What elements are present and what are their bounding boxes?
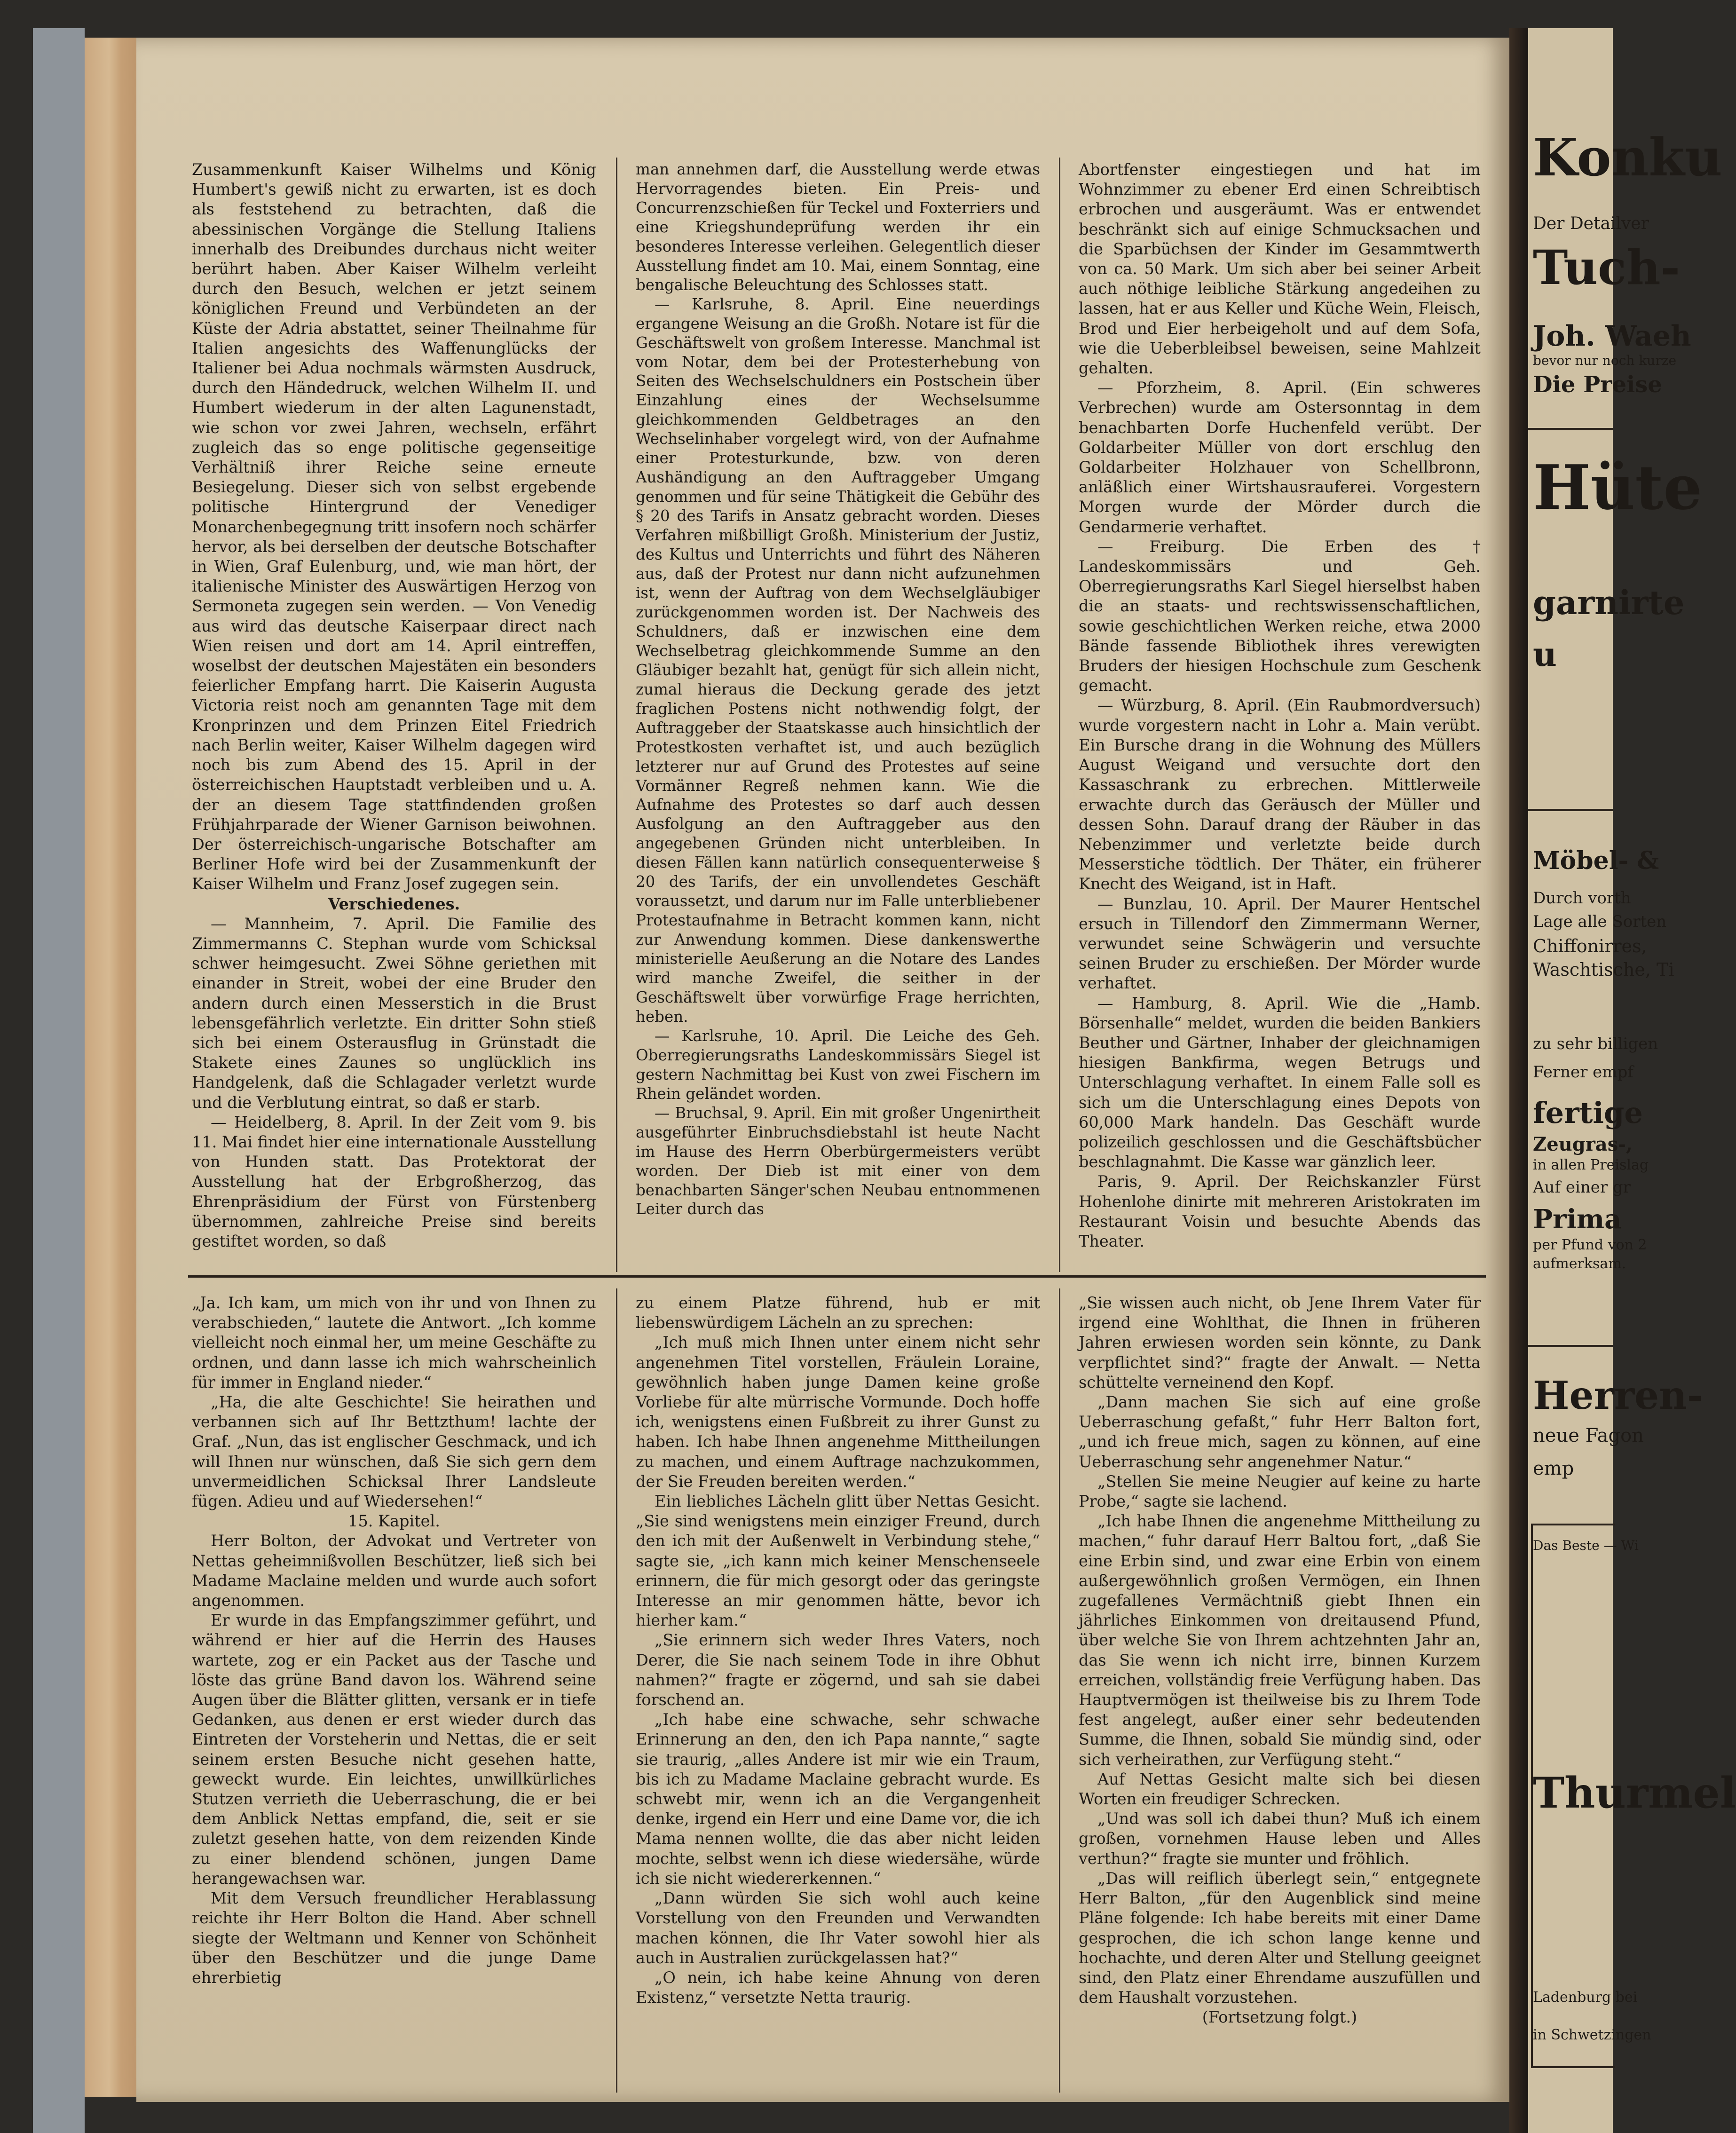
ad-text-fragment: Das Beste — Wi xyxy=(1533,1538,1639,1553)
ad-text-fragment: Zeugras-, xyxy=(1533,1133,1633,1155)
ad-text-fragment: Thurmel xyxy=(1533,1768,1736,1818)
article-paragraph: Herr Bolton, der Advokat und Vertreter von Nettas geheimnißvollen Beschützer, ließ sich bei Madame Maclaine melden und wurde auch sofort angenommen. xyxy=(192,1532,596,1610)
article-paragraph: „Ha, die alte Geschichte! Sie heirathen und verbannen sich auf Ihr Bettzthum! lachte der Graf. „Nun, das ist englischer Geschmack, und ich will Ihnen nur wünschen, daß Sie sich gern dem unvermeidlichen Schicksal Ihrer Landsleute fügen. Adieu und auf Wiedersehen!“ xyxy=(192,1393,596,1511)
ad-text-fragment: emp xyxy=(1533,1458,1574,1479)
ad-text-fragment: in allen Preislag xyxy=(1533,1157,1649,1173)
article-paragraph: „Sie wissen auch nicht, ob Jene Ihrem Vater für irgend eine Wohlthat, die Ihnen in früheren Jahren erwiesen worden sein könnte, zu Dank verpflichtet sind?“ fragte der Anwalt. — Netta schüttelte verneinend den Kopf. xyxy=(1079,1294,1481,1391)
article-paragraph: — Bruchsal, 9. April. Ein mit großer Ungenirtheit ausgeführter Einbruchsdiebstahl ist heute Nacht im Hause des Herrn Oberbürgermeisters verübt worden. Der Dieb ist mit einer von dem benachbarten Sänger'schen Neubau entnommenen Leiter durch das xyxy=(636,1104,1040,1218)
article-paragraph: „Und was soll ich dabei thun? Muß ich einem großen, vornehmen Hause leben und Alles verthun?“ fragte sie munter und fröhlich. xyxy=(1079,1809,1481,1868)
ad-text-fragment: Lage alle Sorten xyxy=(1533,912,1667,931)
ad-text-fragment: Ladenburg bei xyxy=(1533,1989,1638,2006)
column-divider xyxy=(1059,158,1060,1272)
article-paragraph: „Ich habe Ihnen die angenehme Mittheilung zu machen,“ fuhr darauf Herr Baltou fort, „daß Sie eine Erbin sind, und zwar eine Erbin von einem außergewöhnlich großen Vermögen, ein Ihnen zugefallenes Vermächtniß giebt Ihnen ein jährliches Einkommen von dreitausend Pfund, über welche Sie von Ihrem achtzehnten Jahr an, das Sie wenn ich nicht irre, binnen Kurzem erreichen, vollständig freie Verfügung haben. Das Hauptvermögen ist theilweise bis zu Ihrem Tode fest angelegt, außer einer sehr bedeutenden Summe, die Ihnen, sobald Sie mündig sind, oder sich verheirathen, zur Verfügung steht.“ xyxy=(1079,1512,1481,1769)
article-paragraph: Er wurde in das Empfangszimmer geführt, und während er hier auf die Herrin des Hauses wartete, zog er ein Packet aus der Tasche und löste das grüne Band davon los. Während seine Augen über die Blätter glitten, versank er in tiefe Gedanken, aus denen er erst wieder durch das Eintreten der Vorsteherin und Nettas, die er seit seinem ersten Besuche nicht gesehen hatte, geweckt wurde. Ein leichtes, unwillkürliches Stutzen verrieth die Ueberraschung, die er bei dem Anblick Nettas empfand, die, seit er sie zuletzt gesehen hatte, von dem reizenden Kinde zu einer blendend schönen, jungen Dame herangewachsen war. xyxy=(192,1611,596,1888)
ad-text-fragment: zu sehr billigen xyxy=(1533,1035,1658,1053)
ad-text-fragment: Tuch- xyxy=(1533,240,1681,295)
article-paragraph: Paris, 9. April. Der Reichskanzler Fürst Hohenlohe dinirte mit mehreren Aristokraten im Restaurant Voisin und besuchte Abends das Theater. xyxy=(1079,1172,1481,1250)
article-paragraph: man annehmen darf, die Ausstellung werde etwas Hervorragendes bieten. Ein Preis- und Concurrenzschießen für Teckel und Foxterriers und eine Kriegshundeprüfung werden ihr ein besonderes Interesse verleihen. Gelegentlich dieser Ausstellung findet am 10. Mai, einem Sonntag, eine bengalische Beleuchtung des Schlosses statt. xyxy=(636,160,1040,294)
column-divider xyxy=(1059,1288,1060,2093)
ad-text-fragment: garnirte xyxy=(1533,583,1685,622)
column-4 xyxy=(192,1293,596,2093)
binder-strip xyxy=(33,28,85,2133)
article-paragraph: — Würzburg, 8. April. (Ein Raubmordversuch) wurde vorgestern nacht in Lohr a. Main verübt. Ein Bursche drang in die Wohnung des Müllers August Weigand und versuchte dort den Kassaschrank zu erbrechen. Mittlerweile erwachte durch das Geräusch der Müller und dessen Sohn. Darauf drang der Räuber in das Nebenzimmer und verletzte beide durch Messerstiche tödtlich. Der Thäter, ein früherer Knecht des Weigand, ist in Haft. xyxy=(1079,696,1481,893)
article-paragraph: „O nein, ich habe keine Ahnung von deren Existenz,“ versetzte Netta traurig. xyxy=(636,1968,1040,2007)
article-paragraph: „Stellen Sie meine Neugier auf keine zu harte Probe,“ sagte sie lachend. xyxy=(1079,1472,1481,1511)
article-paragraph: „Dann würden Sie sich wohl auch keine Vorstellung von den Freunden und Verwandten machen können, die Ihr Vater sowohl hier als auch in Australien zurückgelassen hat?“ xyxy=(636,1889,1040,1967)
ad-rule xyxy=(1528,1345,1613,1347)
article-paragraph: — Hamburg, 8. April. Wie die „Hamb. Börsenhalle“ meldet, wurden die beiden Bankiers Beuther und Gärtner, Inhaber der gleichnamigen hiesigen Bankfirma, wegen Betrugs und Unterschlagung verhaftet. In einem Falle soll es sich um die Unterschlagung eines Depots von 60,000 Mark handeln. Das Geschäft wurde polizeilich geschlossen und die Geschäftsbücher beschlagnahmt. Die Kasse war gänzlich leer. xyxy=(1079,994,1481,1171)
newspaper-page xyxy=(136,38,1509,2102)
ad-text-fragment: in Schwetzingen xyxy=(1533,2027,1651,2043)
article-paragraph: „Das will reiflich überlegt sein,“ entgegnete Herr Balton, „für den Augenblick sind meine Pläne folgende: Ich habe bereits mit einer Dame gesprochen, die ich schon lange kenne und hochachte, und deren Alter und Stellung geeignet sind, den Platz einer Ehrendame auszufüllen und dem Haushalt vorzustehen. xyxy=(1079,1869,1481,2007)
article-paragraph: Abortfenster eingestiegen und hat im Wohnzimmer zu ebener Erd einen Schreibtisch erbrochen und ausgeräumt. Was er entwendet beschränkt sich auf einige Schmucksachen und die Sparbüchsen der Kinder im Gesammtwerth von ca. 50 Mark. Um sich aber bei seiner Arbeit auch nöthige leibliche Stärkung angedeihen zu lassen, hat er aus Keller und Küche Wein, Fleisch, Brod und Eier herbeigeholt und auf dem Sofa, wie die Ueberbleibsel beweisen, seine Mahlzeit gehalten. xyxy=(1079,160,1481,378)
column-divider xyxy=(616,158,617,1272)
ad-text-fragment: u xyxy=(1533,635,1557,674)
ad-rule xyxy=(1528,428,1613,430)
article-paragraph: zu einem Platze führend, hub er mit liebenswürdigem Lächeln an zu sprechen: xyxy=(636,1294,1040,1332)
column-5 xyxy=(636,1293,1040,2093)
article-paragraph: — Mannheim, 7. April. Die Familie des Zimmermanns C. Stephan wurde vom Schicksal schwer heimgesucht. Zwei Söhne geriethen mit einander in Streit, wobei der eine Bruder den andern durch einen Messerstich in die Brust lebensgefährlich verletzte. Ein dritter Sohn stieß sich bei einem Osterausflug in Grünstadt die Stakete eines Zaunes so unglücklich ins Handgelenk, daß die Schlagader verletzt wurde und die Verblutung eintrat, so daß er starb. xyxy=(192,914,596,1112)
adjacent-page-ads xyxy=(1528,28,1736,2133)
article-paragraph: „Ich habe eine schwache, sehr schwache Erinnerung an den, den ich Papa nannte,“ sagte sie traurig, „alles Andere ist mir wie ein Traum, bis ich zu Madame Maclaine gebracht wurde. Es schwebt mir, wenn ich an die Vergangenheit denke, irgend ein Herr und eine Dame vor, die ich Mama nennen wollte, die das aber nicht leiden mochte, selbst wenn ich diese wiedersähe, würde ich sie nicht wiedererkennen.“ xyxy=(636,1710,1040,1888)
ad-rule xyxy=(1528,809,1613,811)
ad-text-fragment: Chiffonirres, xyxy=(1533,936,1647,956)
ad-text-fragment: per Pfund von 2 xyxy=(1533,1237,1647,1253)
article-paragraph: „Sie erinnern sich weder Ihres Vaters, noch Derer, die Sie nach seinem Tode in ihre Obhut nahmen?“ fragte er zögernd, und sah sie dabei forschend an. xyxy=(636,1631,1040,1709)
column-2 xyxy=(636,160,1040,1270)
article-paragraph: Mit dem Versuch freundlicher Herablassung reichte ihr Herr Bolton die Hand. Aber schnell siegte der Weltmann und Kenner von Schönheit über den Beschützer und die junge Dame ehrerbietig xyxy=(192,1889,596,1987)
ad-text-fragment: fertige xyxy=(1533,1096,1643,1130)
column-divider xyxy=(616,1288,617,2093)
book-gutter xyxy=(1509,28,1528,2133)
article-paragraph: — Pforzheim, 8. April. (Ein schweres Verbrechen) wurde am Ostersonntag in dem benachbarten Dorfe Huchenfeld verübt. Der Goldarbeiter Müller von dort erschlug den Goldarbeiter Holzhauer von Schellbronn, anläßlich einer Wirtshausrauferei. Vorgestern Morgen wurde der Mörder durch die Gendarmerie verhaftet. xyxy=(1079,379,1481,536)
feuilleton-divider xyxy=(188,1275,1486,1278)
article-paragraph: „Ja. Ich kam, um mich von ihr und von Ihnen zu verabschieden,“ lautete die Antwort. „Ich komme vielleicht noch einmal her, um meine Geschäfte zu ordnen, und dann lasse ich mich wahrscheinlich für immer in England nieder.“ xyxy=(192,1294,596,1391)
ad-text-fragment: Konku xyxy=(1533,127,1722,188)
article-paragraph: Auf Nettas Gesicht malte sich bei diesen Worten ein freudiger Schrecken. xyxy=(1079,1770,1481,1809)
centered-line: (Fortsetzung folgt.) xyxy=(1202,2008,1357,2027)
article-paragraph: Zusammenkunft Kaiser Wilhelms und König Humbert's gewiß nicht zu erwarten, ist es doch als feststehend zu betrachten, daß die abessinischen Vorgänge die Stellung Italiens innerhalb des Dreibundes durchaus nicht weiter berührt haben. Aber Kaiser Wilhelm verleiht durch den Besuch, welchen er jetzt seinem königlichen Freund und Verbündeten an der Küste der Adria abstattet, seiner Theilnahme für Italien angesichts des Waffenunglücks der Italiener bei Adua nochmals wärmsten Ausdruck, durch den Händedruck, welchen Wilhelm II. und Humbert wiederum in der alten Lagunenstadt, wie schon vor zwei Jahren, wechseln, erfährt zugleich das so enge politische gegenseitige Verhältniß ihrer Reiche seine erneute Besiegelung. Dieser sich von selbst ergebende politische Hintergrund der Venediger Monarchenbegegnung tritt insofern noch schärfer hervor, als bei derselben der deutsche Botschafter in Wien, Graf Eulenburg, und, wie man hört, der italienische Minister des Auswärtigen Herzog von Sermoneta zugegen sein werden. — Von Venedig aus wird das deutsche Kaiserpaar direct nach Wien reisen und dort am 14. April eintreffen, woselbst der deutschen Majestäten ein besonders feierlicher Empfang harrt. Die Kaiserin Augusta Victoria reist noch am genannten Tage mit dem Kronprinzen und dem Prinzen Eitel Friedrich nach Berlin weiter, Kaiser Wilhelm dagegen wird noch bis zum Abend des 15. April in der österreichischen Hauptstadt verbleiben und u. A. der an diesem Tage stattfindenden großen Frühjahrparade der Wiener Garnison beiwohnen. Der österreichisch-ungarische Botschafter am Berliner Hofe wird bei der Zusammenkunft der Kaiser Wilhelm und Franz Josef zugegen sein. xyxy=(192,160,596,893)
column-1 xyxy=(192,160,596,1270)
article-paragraph: — Karlsruhe, 8. April. Eine neuerdings ergangene Weisung an die Großh. Notare ist für die Geschäftswelt von großem Interesse. Manchmal ist vom Notar, dem bei der Protesterhebung von Seiten des Wechselschuldners ein Postschein über Einzahlung eines der Wechselsumme gleichkommenden Geldbetrages an den Wechselinhaber vorgelegt wird, von der Aufnahme einer Protesturkunde, bzw. von deren Aushändigung an den Auftraggeber Umgang genommen und für seine Thätigkeit die Gebühr des § 20 des Tarifs in Ansatz gebracht worden. Dieses Verfahren mißbilligt Großh. Ministerium der Justiz, des Kultus und Unterrichts und führt des Näheren aus, daß der Protest nur dann nicht aufzunehmen ist, wenn der Auftrag von dem Wechselgläubiger zurückgenommen worden ist. Der Nachweis des Schuldners, daß er inzwischen eine dem Wechselbetrag gleichkommende Summe an den Gläubiger bezahlt hat, genügt für sich allein nicht, zumal hieraus die Deckung gerade des jetzt fraglichen Postens nicht nothwendig folgt, der Auftraggeber der Staatskasse auch hinsichtlich der Protestkosten verhaftet ist, und auch bezüglich letzterer nur auf Grund des Protestes auf seine Vormänner Regreß nehmen kann. Wie die Aufnahme des Protestes so darf auch dessen Ausfolgung an den Auftraggeber aus den angegebenen Gründen nicht unterbleiben. In diesen Fällen kann natürlich consequenterweise § 20 des Tarifs, der ein unvollendetes Geschäft voraussetzt, und darum nur im Falle unterbliebener Protestaufnahme in Betracht kommen kann, nicht zur Anwendung kommen. Diese dankenswerthe ministerielle Aeußerung an die Notare des Landes wird manche Zweifel, die seither in der Geschäftswelt über vorwürfige Frage herrichten, heben. xyxy=(636,295,1040,1026)
ad-text-fragment: Joh. Waeh xyxy=(1533,320,1691,353)
ad-text-fragment: Auf einer gr xyxy=(1533,1178,1631,1197)
ad-text-fragment: Möbel- & xyxy=(1533,846,1659,875)
ad-text-fragment: Hüte xyxy=(1533,451,1703,523)
ad-text-fragment: Die Preise xyxy=(1533,371,1662,398)
column-3 xyxy=(1079,160,1481,1270)
article-paragraph: — Freiburg. Die Erben des † Landeskommissärs und Geh. Oberregierungsraths Karl Siegel hierselbst haben die an staats- und rechtswissenschaftlichen, sowie geschichtlichen Werken reiche, etwa 2000 Bände fassende Bibliothek ihres verewigten Bruders der hiesigen Hochschule zum Geschenk gemacht. xyxy=(1079,537,1481,695)
article-paragraph: — Bunzlau, 10. April. Der Maurer Hentschel ersuch in Tillendorf den Zimmermann Werner, verwundet seine Schwägerin und versuchte seinen Bruder zu erschießen. Der Mörder wurde verhaftet. xyxy=(1079,894,1481,993)
ad-text-fragment: neue Fagon xyxy=(1533,1425,1644,1446)
ad-text-fragment: Herren- xyxy=(1533,1373,1703,1418)
ad-text-fragment: Waschtische, Ti xyxy=(1533,959,1674,980)
ad-text-fragment: bevor nur noch kurze xyxy=(1533,353,1677,368)
article-paragraph: — Heidelberg, 8. April. In der Zeit vom 9. bis 11. Mai findet hier eine internationale Ausstellung von Hunden statt. Das Protektorat der Ausstellung hat der Erbgroßherzog, das Ehrenpräsidium der Fürst von Fürstenberg übernommen, zahlreiche Preise sind bereits gestiftet worden, so daß xyxy=(192,1113,596,1250)
article-paragraph: „Dann machen Sie sich auf eine große Ueberraschung gefaßt,“ fuhr Herr Balton fort, „und ich freue mich, sagen zu können, auf eine Ueberraschung sehr angenehmer Natur.“ xyxy=(1079,1393,1481,1471)
ad-text-fragment: Durch vorth xyxy=(1533,889,1631,908)
centered-line: 15. Kapitel. xyxy=(348,1512,440,1531)
ad-text-fragment: Ferner empf xyxy=(1533,1063,1633,1082)
ad-text-fragment: Der Detailver xyxy=(1533,214,1649,233)
article-paragraph: — Karlsruhe, 10. April. Die Leiche des Geh. Oberregierungsraths Landeskommissärs Siegel ist gestern Nachmittag bei Kust von zwei Fischern im Rhein geländet worden. xyxy=(636,1027,1040,1103)
ad-text-fragment: Prima xyxy=(1533,1204,1622,1235)
column-6 xyxy=(1079,1293,1481,2093)
ad-text-fragment: aufmerksam. xyxy=(1533,1256,1626,1272)
article-paragraph: Ein liebliches Lächeln glitt über Nettas Gesicht. „Sie sind wenigstens mein einziger Freund, durch den ich mit der Außenwelt in Verbindung stehe,“ sagte sie, „ich kann mich keiner Menschenseele erinnern, die für mich gesorgt oder das geringste Interesse an mir genommen hätte, bevor ich hierher kam.“ xyxy=(636,1492,1040,1630)
section-heading: Verschiedenes. xyxy=(328,894,460,913)
article-paragraph: „Ich muß mich Ihnen unter einem nicht sehr angenehmen Titel vorstellen, Fräulein Loraine, gewöhnlich haben junge Damen keine große Vorliebe für alte mürrische Vormunde. Doch hoffe ich, wenigstens einen Fußbreit zu ihrer Gunst zu haben. Ich habe Ihnen angenehme Mittheilungen zu machen, und einem Auftrage nachzukommen, der Sie Freuden bereiten werden.“ xyxy=(636,1333,1040,1491)
